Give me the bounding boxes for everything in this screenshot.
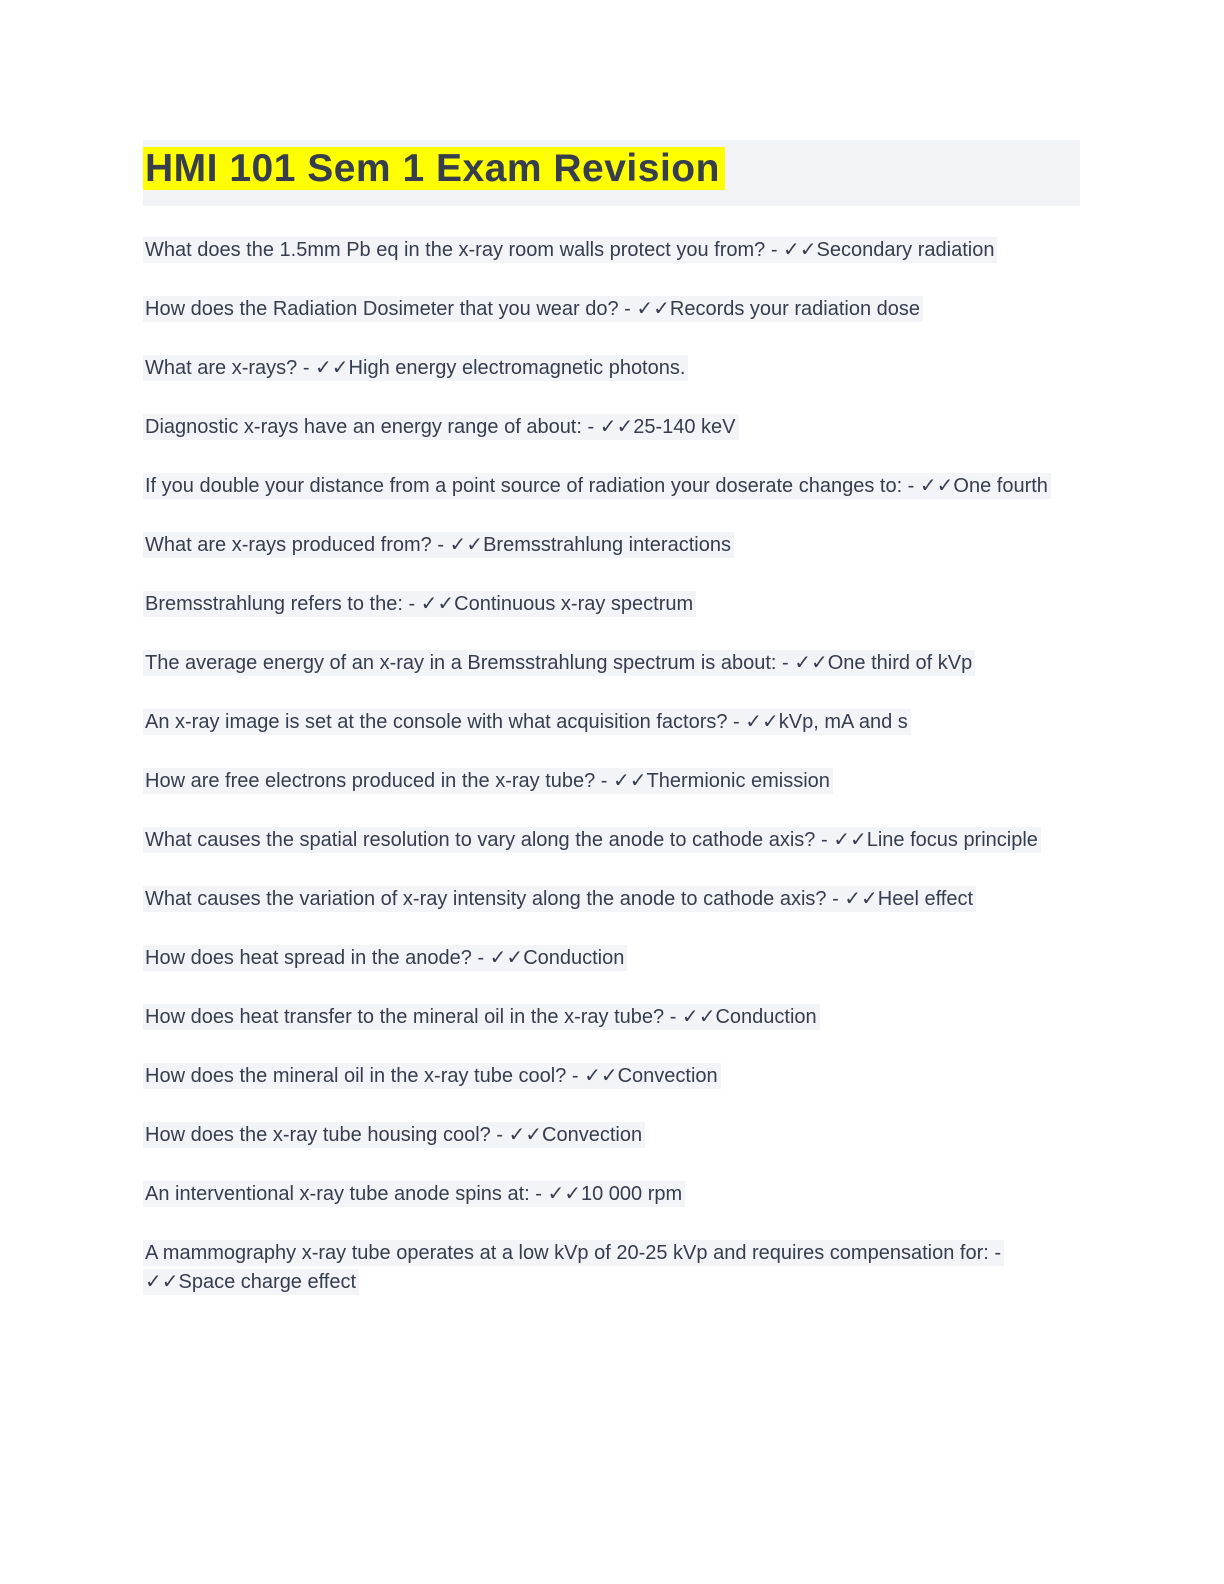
qa-text: What does the 1.5mm Pb eq in the x-ray room walls protect you from? - ✓✓Secondary radiation — [143, 237, 997, 263]
qa-text: What causes the variation of x-ray intensity along the anode to cathode axis? - ✓✓Heel effect — [143, 886, 976, 912]
qa-text: A mammography x-ray tube operates at a low kVp of 20-25 kVp and requires compensation for: - ✓✓Space charge effect — [143, 1240, 1004, 1295]
qa-paragraph — [143, 826, 1080, 855]
qa-paragraph — [143, 295, 1080, 324]
qa-paragraph — [143, 944, 1080, 973]
qa-paragraph — [143, 885, 1080, 914]
qa-text: What are x-rays? - ✓✓High energy electromagnetic photons. — [143, 355, 688, 381]
qa-text: What causes the spatial resolution to vary along the anode to cathode axis? - ✓✓Line focus principle — [143, 827, 1041, 853]
qa-text: What are x-rays produced from? - ✓✓Bremsstrahlung interactions — [143, 532, 734, 558]
qa-paragraph — [143, 1003, 1080, 1032]
qa-text: How does heat spread in the anode? - ✓✓Conduction — [143, 945, 627, 971]
qa-text: How are free electrons produced in the x-ray tube? - ✓✓Thermionic emission — [143, 768, 833, 794]
qa-list — [143, 236, 1080, 1297]
qa-text: An x-ray image is set at the console with what acquisition factors? - ✓✓kVp, mA and s — [143, 709, 911, 735]
qa-paragraph — [143, 472, 1080, 501]
qa-text: How does the x-ray tube housing cool? - ✓✓Convection — [143, 1122, 645, 1148]
qa-paragraph — [143, 531, 1080, 560]
qa-text: Diagnostic x-rays have an energy range of about: - ✓✓25-140 keV — [143, 414, 739, 440]
qa-paragraph — [143, 767, 1080, 796]
qa-text: How does heat transfer to the mineral oil in the x-ray tube? - ✓✓Conduction — [143, 1004, 820, 1030]
qa-text: The average energy of an x-ray in a Bremsstrahlung spectrum is about: - ✓✓One third of kVp — [143, 650, 975, 676]
qa-paragraph — [143, 236, 1080, 265]
qa-text: If you double your distance from a point source of radiation your doserate changes to: - ✓✓One fourth — [143, 473, 1051, 499]
qa-text: How does the mineral oil in the x-ray tube cool? - ✓✓Convection — [143, 1063, 721, 1089]
qa-text: Bremsstrahlung refers to the: - ✓✓Continuous x-ray spectrum — [143, 591, 696, 617]
title-highlight-bar — [143, 140, 1080, 206]
qa-text: How does the Radiation Dosimeter that you wear do? - ✓✓Records your radiation dose — [143, 296, 923, 322]
qa-text: An interventional x-ray tube anode spins at: - ✓✓10 000 rpm — [143, 1181, 685, 1207]
qa-paragraph — [143, 1062, 1080, 1091]
qa-paragraph — [143, 649, 1080, 678]
qa-paragraph — [143, 413, 1080, 442]
qa-paragraph — [143, 1239, 1080, 1297]
qa-paragraph — [143, 354, 1080, 383]
qa-paragraph — [143, 590, 1080, 619]
qa-paragraph — [143, 708, 1080, 737]
qa-paragraph — [143, 1121, 1080, 1150]
page-title: HMI 101 Sem 1 Exam Revision — [143, 147, 725, 190]
qa-paragraph — [143, 1180, 1080, 1209]
